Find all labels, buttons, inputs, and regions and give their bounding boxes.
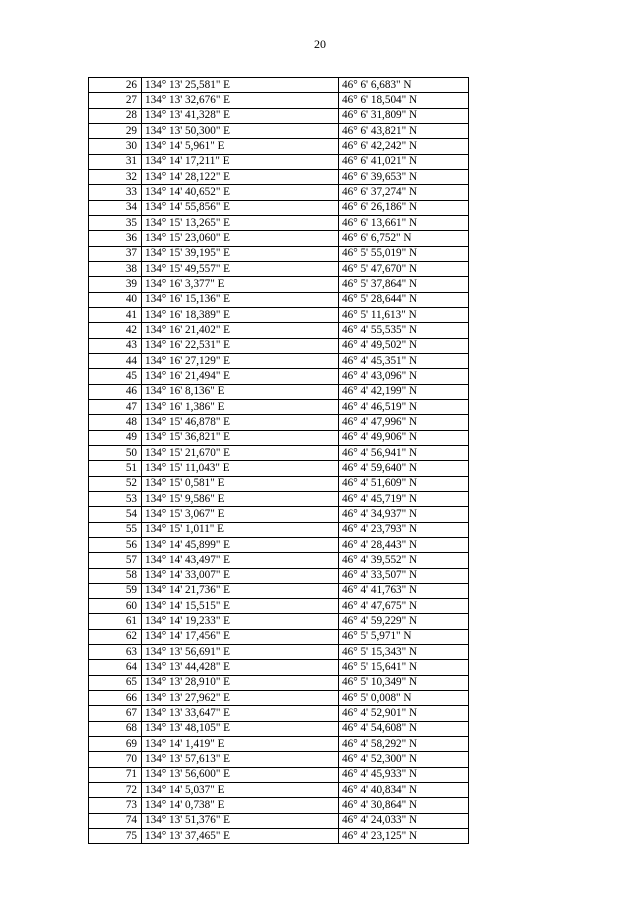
longitude-cell: 134° 14' 19,233" E: [142, 614, 339, 629]
point-number-cell: 59: [89, 583, 142, 598]
point-number-cell: 35: [89, 215, 142, 230]
longitude-cell: 134° 13' 56,600" E: [142, 767, 339, 782]
point-number-cell: 49: [89, 430, 142, 445]
table-row: [89, 583, 469, 598]
longitude-cell: 134° 16' 22,531" E: [142, 338, 339, 353]
latitude-cell: 46° 4' 46,519" N: [339, 399, 469, 414]
latitude-cell: 46° 4' 47,675" N: [339, 599, 469, 614]
point-number-cell: 60: [89, 599, 142, 614]
latitude-cell: 46° 5' 28,644" N: [339, 292, 469, 307]
point-number-cell: 39: [89, 277, 142, 292]
latitude-cell: 46° 6' 18,504" N: [339, 93, 469, 108]
table-row: [89, 123, 469, 138]
point-number-cell: 53: [89, 491, 142, 506]
longitude-cell: 134° 13' 57,613" E: [142, 752, 339, 767]
point-number-cell: 71: [89, 767, 142, 782]
point-number-cell: 37: [89, 246, 142, 261]
latitude-cell: 46° 4' 47,996" N: [339, 415, 469, 430]
latitude-cell: 46° 4' 52,901" N: [339, 706, 469, 721]
table-row: [89, 522, 469, 537]
longitude-cell: 134° 16' 21,402" E: [142, 323, 339, 338]
latitude-cell: 46° 4' 58,292" N: [339, 737, 469, 752]
latitude-cell: 46° 6' 43,821" N: [339, 123, 469, 138]
longitude-cell: 134° 15' 1,011" E: [142, 522, 339, 537]
coordinates-table-body: [89, 78, 469, 844]
longitude-cell: 134° 16' 27,129" E: [142, 353, 339, 368]
point-number-cell: 46: [89, 384, 142, 399]
latitude-cell: 46° 6' 37,274" N: [339, 185, 469, 200]
latitude-cell: 46° 4' 49,906" N: [339, 430, 469, 445]
table-row: [89, 369, 469, 384]
longitude-cell: 134° 13' 37,465" E: [142, 829, 339, 844]
point-number-cell: 33: [89, 185, 142, 200]
longitude-cell: 134° 15' 3,067" E: [142, 507, 339, 522]
latitude-cell: 46° 4' 28,443" N: [339, 537, 469, 552]
latitude-cell: 46° 4' 39,552" N: [339, 553, 469, 568]
longitude-cell: 134° 14' 43,497" E: [142, 553, 339, 568]
table-row: [89, 231, 469, 246]
point-number-cell: 41: [89, 307, 142, 322]
longitude-cell: 134° 15' 21,670" E: [142, 445, 339, 460]
longitude-cell: 134° 13' 25,581" E: [142, 78, 339, 93]
table-row: [89, 614, 469, 629]
latitude-cell: 46° 4' 42,199" N: [339, 384, 469, 399]
table-row: [89, 399, 469, 414]
table-row: [89, 752, 469, 767]
longitude-cell: 134° 13' 44,428" E: [142, 660, 339, 675]
latitude-cell: 46° 4' 55,535" N: [339, 323, 469, 338]
point-number-cell: 61: [89, 614, 142, 629]
longitude-cell: 134° 13' 51,376" E: [142, 813, 339, 828]
point-number-cell: 45: [89, 369, 142, 384]
point-number-cell: 51: [89, 461, 142, 476]
latitude-cell: 46° 5' 10,349" N: [339, 675, 469, 690]
table-row: [89, 169, 469, 184]
table-row: [89, 813, 469, 828]
point-number-cell: 28: [89, 108, 142, 123]
latitude-cell: 46° 5' 5,971" N: [339, 629, 469, 644]
longitude-cell: 134° 13' 56,691" E: [142, 645, 339, 660]
longitude-cell: 134° 14' 45,899" E: [142, 537, 339, 552]
longitude-cell: 134° 14' 28,122" E: [142, 169, 339, 184]
point-number-cell: 55: [89, 522, 142, 537]
table-row: [89, 629, 469, 644]
table-row: [89, 307, 469, 322]
point-number-cell: 27: [89, 93, 142, 108]
latitude-cell: 46° 4' 59,229" N: [339, 614, 469, 629]
table-row: [89, 154, 469, 169]
longitude-cell: 134° 15' 0,581" E: [142, 476, 339, 491]
longitude-cell: 134° 14' 40,652" E: [142, 185, 339, 200]
point-number-cell: 47: [89, 399, 142, 414]
longitude-cell: 134° 16' 3,377" E: [142, 277, 339, 292]
point-number-cell: 48: [89, 415, 142, 430]
table-row: [89, 461, 469, 476]
table-row: [89, 78, 469, 93]
longitude-cell: 134° 15' 11,043" E: [142, 461, 339, 476]
latitude-cell: 46° 4' 45,933" N: [339, 767, 469, 782]
point-number-cell: 32: [89, 169, 142, 184]
table-row: [89, 93, 469, 108]
latitude-cell: 46° 4' 56,941" N: [339, 445, 469, 460]
latitude-cell: 46° 6' 13,661" N: [339, 215, 469, 230]
table-row: [89, 200, 469, 215]
latitude-cell: 46° 5' 0,008" N: [339, 691, 469, 706]
point-number-cell: 75: [89, 829, 142, 844]
longitude-cell: 134° 14' 15,515" E: [142, 599, 339, 614]
longitude-cell: 134° 14' 55,856" E: [142, 200, 339, 215]
longitude-cell: 134° 14' 5,961" E: [142, 139, 339, 154]
point-number-cell: 29: [89, 123, 142, 138]
longitude-cell: 134° 15' 36,821" E: [142, 430, 339, 445]
latitude-cell: 46° 4' 51,609" N: [339, 476, 469, 491]
latitude-cell: 46° 6' 41,021" N: [339, 154, 469, 169]
longitude-cell: 134° 15' 46,878" E: [142, 415, 339, 430]
latitude-cell: 46° 4' 59,640" N: [339, 461, 469, 476]
point-number-cell: 42: [89, 323, 142, 338]
table-row: [89, 737, 469, 752]
point-number-cell: 69: [89, 737, 142, 752]
point-number-cell: 50: [89, 445, 142, 460]
table-row: [89, 246, 469, 261]
point-number-cell: 30: [89, 139, 142, 154]
table-row: [89, 537, 469, 552]
latitude-cell: 46° 4' 45,351" N: [339, 353, 469, 368]
point-number-cell: 70: [89, 752, 142, 767]
table-row: [89, 507, 469, 522]
table-row: [89, 338, 469, 353]
longitude-cell: 134° 16' 18,389" E: [142, 307, 339, 322]
longitude-cell: 134° 15' 13,265" E: [142, 215, 339, 230]
latitude-cell: 46° 6' 39,653" N: [339, 169, 469, 184]
table-row: [89, 261, 469, 276]
table-row: [89, 292, 469, 307]
point-number-cell: 68: [89, 721, 142, 736]
longitude-cell: 134° 13' 28,910" E: [142, 675, 339, 690]
table-row: [89, 706, 469, 721]
longitude-cell: 134° 15' 9,586" E: [142, 491, 339, 506]
table-row: [89, 108, 469, 123]
table-row: [89, 353, 469, 368]
point-number-cell: 65: [89, 675, 142, 690]
latitude-cell: 46° 5' 15,343" N: [339, 645, 469, 660]
latitude-cell: 46° 4' 40,834" N: [339, 783, 469, 798]
longitude-cell: 134° 15' 49,557" E: [142, 261, 339, 276]
longitude-cell: 134° 13' 41,328" E: [142, 108, 339, 123]
latitude-cell: 46° 4' 23,793" N: [339, 522, 469, 537]
latitude-cell: 46° 4' 23,125" N: [339, 829, 469, 844]
longitude-cell: 134° 14' 1,419" E: [142, 737, 339, 752]
table-row: [89, 767, 469, 782]
point-number-cell: 67: [89, 706, 142, 721]
longitude-cell: 134° 14' 5,037" E: [142, 783, 339, 798]
latitude-cell: 46° 4' 24,033" N: [339, 813, 469, 828]
table-row: [89, 139, 469, 154]
point-number-cell: 74: [89, 813, 142, 828]
point-number-cell: 64: [89, 660, 142, 675]
longitude-cell: 134° 14' 17,456" E: [142, 629, 339, 644]
latitude-cell: 46° 4' 34,937" N: [339, 507, 469, 522]
table-row: [89, 445, 469, 460]
table-row: [89, 491, 469, 506]
table-row: [89, 783, 469, 798]
latitude-cell: 46° 6' 6,683" N: [339, 78, 469, 93]
table-row: [89, 553, 469, 568]
table-row: [89, 215, 469, 230]
latitude-cell: 46° 5' 55,019" N: [339, 246, 469, 261]
table-row: [89, 323, 469, 338]
longitude-cell: 134° 16' 8,136" E: [142, 384, 339, 399]
longitude-cell: 134° 16' 15,136" E: [142, 292, 339, 307]
point-number-cell: 44: [89, 353, 142, 368]
longitude-cell: 134° 13' 48,105" E: [142, 721, 339, 736]
point-number-cell: 52: [89, 476, 142, 491]
point-number-cell: 63: [89, 645, 142, 660]
longitude-cell: 134° 13' 32,676" E: [142, 93, 339, 108]
point-number-cell: 62: [89, 629, 142, 644]
longitude-cell: 134° 13' 50,300" E: [142, 123, 339, 138]
latitude-cell: 46° 4' 30,864" N: [339, 798, 469, 813]
table-row: [89, 721, 469, 736]
table-row: [89, 185, 469, 200]
longitude-cell: 134° 13' 33,647" E: [142, 706, 339, 721]
point-number-cell: 31: [89, 154, 142, 169]
latitude-cell: 46° 5' 15,641" N: [339, 660, 469, 675]
latitude-cell: 46° 5' 11,613" N: [339, 307, 469, 322]
latitude-cell: 46° 6' 26,186" N: [339, 200, 469, 215]
table-row: [89, 829, 469, 844]
point-number-cell: 73: [89, 798, 142, 813]
latitude-cell: 46° 6' 42,242" N: [339, 139, 469, 154]
longitude-cell: 134° 16' 1,386" E: [142, 399, 339, 414]
latitude-cell: 46° 4' 45,719" N: [339, 491, 469, 506]
coordinates-table: [88, 77, 469, 844]
page-number: 20: [314, 37, 326, 51]
longitude-cell: 134° 15' 23,060" E: [142, 231, 339, 246]
longitude-cell: 134° 16' 21,494" E: [142, 369, 339, 384]
latitude-cell: 46° 4' 43,096" N: [339, 369, 469, 384]
point-number-cell: 56: [89, 537, 142, 552]
longitude-cell: 134° 13' 27,962" E: [142, 691, 339, 706]
point-number-cell: 26: [89, 78, 142, 93]
point-number-cell: 34: [89, 200, 142, 215]
table-row: [89, 277, 469, 292]
point-number-cell: 58: [89, 568, 142, 583]
latitude-cell: 46° 4' 52,300" N: [339, 752, 469, 767]
table-row: [89, 384, 469, 399]
table-row: [89, 568, 469, 583]
table-row: [89, 430, 469, 445]
longitude-cell: 134° 14' 0,738" E: [142, 798, 339, 813]
longitude-cell: 134° 14' 17,211" E: [142, 154, 339, 169]
table-row: [89, 599, 469, 614]
table-row: [89, 645, 469, 660]
point-number-cell: 40: [89, 292, 142, 307]
point-number-cell: 36: [89, 231, 142, 246]
latitude-cell: 46° 4' 41,763" N: [339, 583, 469, 598]
table-row: [89, 660, 469, 675]
latitude-cell: 46° 4' 33,507" N: [339, 568, 469, 583]
point-number-cell: 66: [89, 691, 142, 706]
latitude-cell: 46° 4' 54,608" N: [339, 721, 469, 736]
latitude-cell: 46° 6' 6,752" N: [339, 231, 469, 246]
longitude-cell: 134° 14' 21,736" E: [142, 583, 339, 598]
point-number-cell: 57: [89, 553, 142, 568]
latitude-cell: 46° 6' 31,809" N: [339, 108, 469, 123]
table-row: [89, 691, 469, 706]
point-number-cell: 72: [89, 783, 142, 798]
table-row: [89, 476, 469, 491]
table-row: [89, 798, 469, 813]
longitude-cell: 134° 14' 33,007" E: [142, 568, 339, 583]
latitude-cell: 46° 4' 49,502" N: [339, 338, 469, 353]
table-row: [89, 675, 469, 690]
point-number-cell: 43: [89, 338, 142, 353]
point-number-cell: 54: [89, 507, 142, 522]
longitude-cell: 134° 15' 39,195" E: [142, 246, 339, 261]
point-number-cell: 38: [89, 261, 142, 276]
latitude-cell: 46° 5' 47,670" N: [339, 261, 469, 276]
table-row: [89, 415, 469, 430]
latitude-cell: 46° 5' 37,864" N: [339, 277, 469, 292]
